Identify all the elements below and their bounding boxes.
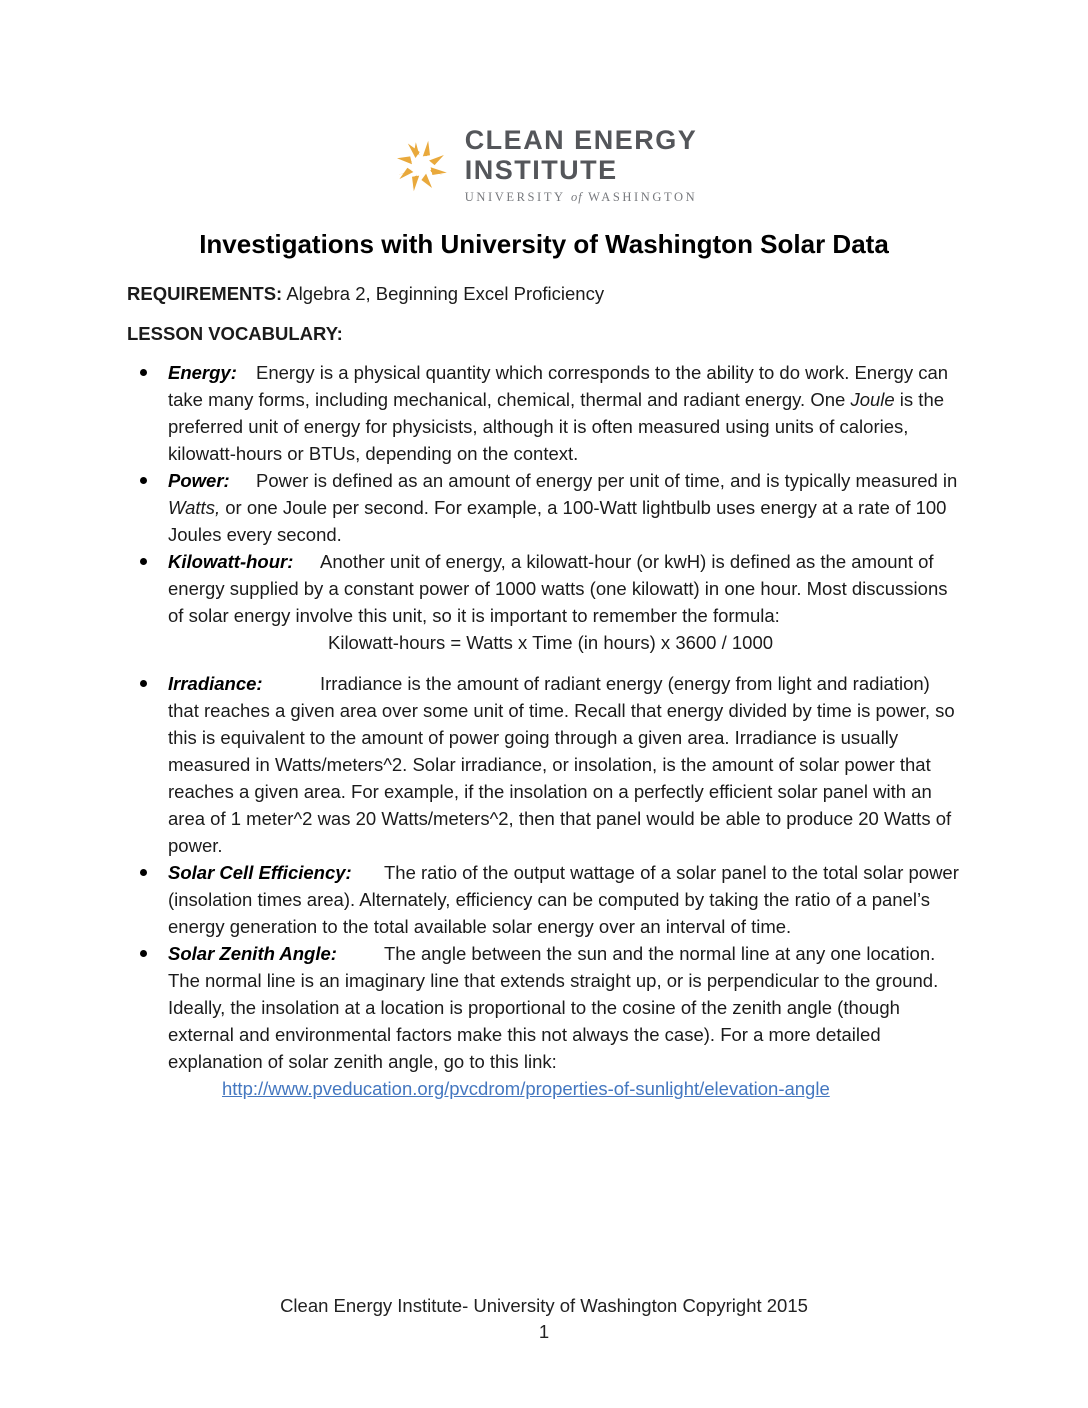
vocab-item-kilowatt-hour [168,548,961,656]
lesson-vocabulary-label: LESSON VOCABULARY: [127,323,343,344]
vocab-item-power [168,467,961,548]
logo-university-line [465,190,698,205]
sunburst-icon [391,125,451,207]
logo-of-word: of [570,190,583,204]
vocab-item-energy [168,359,961,467]
logo-text [465,125,698,205]
logo-university-prefix: UNIVERSITY [464,190,571,204]
vocab-term: Kilowatt-hour: [168,551,294,572]
page-title: Investigations with University of Washington Solar Data [199,229,889,259]
vocab-term: Power: [168,470,230,491]
requirements-text: Algebra 2, Beginning Excel Proficiency [282,283,605,304]
footer-page-number: 1 [538,1321,550,1342]
vocab-item-solar-zenith-angle [168,940,961,1102]
document-body [0,280,1088,1102]
page-footer [0,1293,1088,1345]
vocab-definition: Another unit of energy, a kilowatt-hour (or kwH) is defined as the amount of energy supplied by a constant power of 1000 watts (one kilowatt) in one hour. Most discussions of solar energy involve this unit, so it is important to remember the formula: [168,551,948,626]
vocab-term: Solar Cell Efficiency: [168,862,352,883]
requirements-label: REQUIREMENTS: [127,283,283,304]
logo-line-clean-energy: CLEAN ENERGY [464,125,698,155]
vocab-definition: The ratio of the output wattage of a solar panel to the total solar power (insolation times area). Alternately, efficiency can be computed by taking the ratio of a panel’s energy generation to the total available solar energy over an interval of time. [168,862,959,937]
vocab-definition: Energy is a physical quantity which corresponds to the ability to do work. Energy can take many forms, including mechanical, chemical, thermal and radiant energy. One Joule is the preferred unit of energy for physicists, although it is often measured using units of calories, kilowatt-hours or BTUs, depending on the context. [168,362,949,464]
footer-copyright: Clean Energy Institute- University of Washington Copyright 2015 [280,1295,808,1316]
pveducation-link[interactable]: http://www.pveducation.org/pvcdrom/properties-of-sunlight/elevation-angle [222,1078,830,1099]
vocab-term: Solar Zenith Angle: [168,943,337,964]
kilowatt-hours-formula: Kilowatt-hours = Watts x Time (in hours) x 3600 / 1000 [328,632,774,653]
vocab-definition: Irradiance is the amount of radiant energy (energy from light and radiation) that reaches a given area over some unit of time. Recall that energy divided by time is power, so this is equivalent to the amount of power going through a given area. Irradiance is usually measured in Watts/meters^2. Solar irradiance, or insolation, is the amount of solar power that reaches a given area. For example, if the insolation on a perfectly efficient solar panel with an area of 1 meter^2 was 20 Watts/meters^2, then that panel would be able to produce 20 Watts of power. [168,673,955,856]
logo-line-institute: INSTITUTE [464,155,618,185]
vocab-definition: Power is defined as an amount of energy per unit of time, and is typically measured in Watts, or one Joule per second. For example, a 100-Watt lightbulb uses energy at a rate of 100 Joules every second. [168,470,958,545]
vocab-definition: The angle between the sun and the normal line at any one location. The normal line is an imaginary line that extends straight up, or is perpendicular to the ground. Ideally, the insolation at a location is proportional to the cosine of the zenith angle (though external and environmental factors make this not always the case). For a more detailed explanation of solar zenith angle, go to this link: [168,943,939,1072]
requirements-line [127,280,961,307]
vocabulary-list [127,359,961,1102]
vocab-term: Energy: [168,362,237,383]
vocab-term: Irradiance: [168,673,263,694]
vocab-item-irradiance [168,670,961,859]
link-line [222,1075,961,1102]
vocab-item-solar-cell-efficiency [168,859,961,940]
cei-logo [0,0,1088,207]
logo-university-suffix: WASHINGTON [582,190,698,204]
